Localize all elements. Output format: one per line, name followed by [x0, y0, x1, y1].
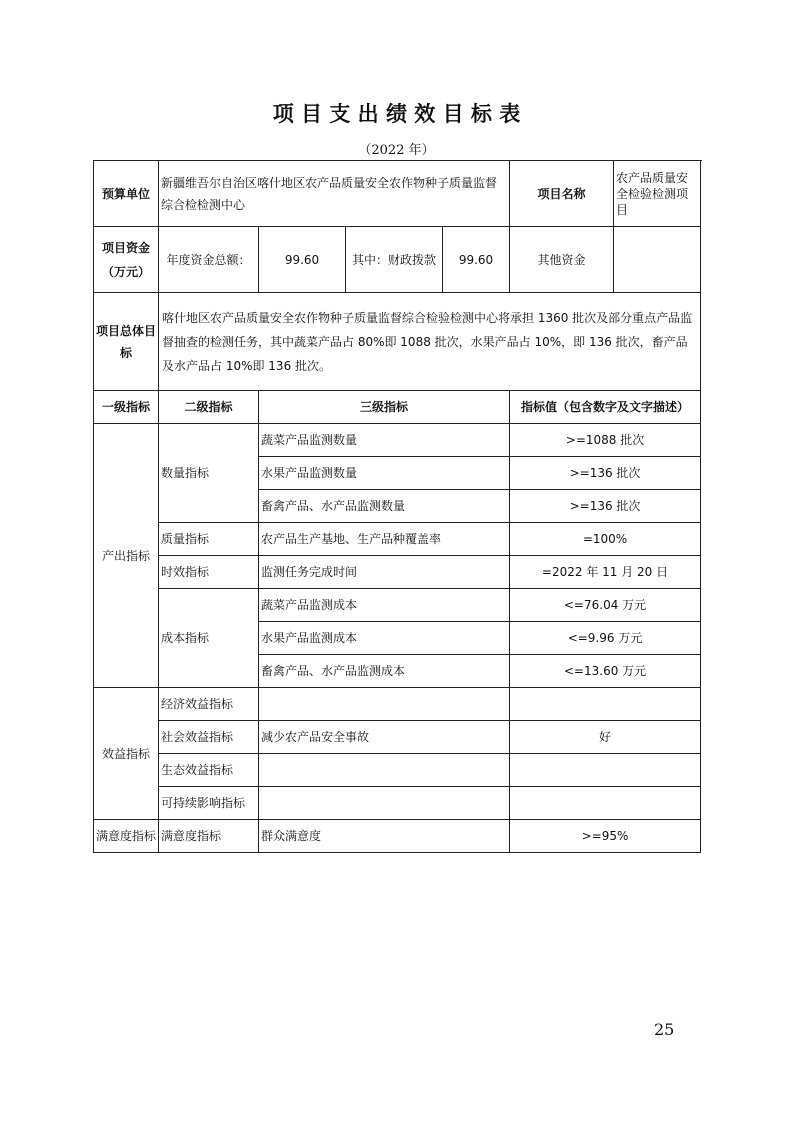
header-level3: 三级指标	[259, 391, 510, 424]
other-funding-value	[614, 227, 701, 293]
level2-indicator-label: 经济效益指标	[159, 688, 259, 721]
page-number: 25	[654, 1020, 675, 1039]
satisfaction-indicator-label: 满意度指标	[94, 820, 159, 853]
level2-indicator-label: 满意度指标	[159, 820, 259, 853]
project-name-label: 项目名称	[510, 161, 614, 227]
table-row	[94, 688, 701, 721]
table-row	[94, 787, 701, 820]
finance-funding-label: 其中：财政拨款	[346, 227, 443, 293]
budget-unit-label: 预算单位	[94, 161, 159, 227]
indicator-value: =100%	[510, 523, 701, 556]
level2-indicator-label: 生态效益指标	[159, 754, 259, 787]
indicator-name: 群众满意度	[259, 820, 510, 853]
indicator-name	[259, 787, 510, 820]
indicator-value	[510, 754, 701, 787]
budget-unit-row	[94, 161, 701, 227]
overall-goal-row	[94, 293, 701, 391]
indicator-name: 畜禽产品、水产品监测数量	[259, 490, 510, 523]
quality-indicator-label: 质量指标	[159, 523, 259, 556]
indicator-header-row	[94, 391, 701, 424]
indicator-value: <=13.60 万元	[510, 655, 701, 688]
overall-goal-text: 喀什地区农产品质量安全农作物种子质量监督综合检验检测中心将承担 1360 批次及部分重点产品监督抽查的检测任务，其中蔬菜产品占 80%即 1088 批次，水果产品占 10%，即 136 批次，畜产品及水产品占 10%即 136 批次。	[159, 293, 701, 391]
annual-funding-value: 99.60	[259, 227, 346, 293]
indicator-value	[510, 787, 701, 820]
table-row	[94, 754, 701, 787]
page-subtitle: （2022 年）	[358, 143, 435, 158]
indicator-value: <=76.04 万元	[510, 589, 701, 622]
output-indicator-label: 产出指标	[94, 424, 159, 688]
table-row	[94, 424, 701, 457]
table-row	[94, 820, 701, 853]
level2-indicator-label: 可持续影响指标	[159, 787, 259, 820]
other-funding-label: 其他资金	[510, 227, 614, 293]
header-level1: 一级指标	[94, 391, 159, 424]
indicator-name: 农产品生产基地、生产品种覆盖率	[259, 523, 510, 556]
indicator-value: >=136 批次	[510, 457, 701, 490]
indicator-name: 减少农产品安全事故	[259, 721, 510, 754]
indicator-value	[510, 688, 701, 721]
table-row	[94, 556, 701, 589]
indicator-value: >=95%	[510, 820, 701, 853]
indicator-value: 好	[510, 721, 701, 754]
project-name-value: 农产品质量安全检验检测项目	[614, 161, 701, 227]
indicator-value: >=1088 批次	[510, 424, 701, 457]
funding-row	[94, 227, 701, 293]
indicator-name: 水果产品监测成本	[259, 622, 510, 655]
finance-funding-value: 99.60	[443, 227, 510, 293]
table-row	[94, 721, 701, 754]
funding-label: 项目资金（万元）	[94, 227, 159, 293]
level2-indicator-label: 社会效益指标	[159, 721, 259, 754]
table-row	[94, 523, 701, 556]
page-title: 项 目 支 出 绩 效 目 标 表	[272, 101, 521, 126]
header-value: 指标值（包含数字及文字描述）	[510, 391, 701, 424]
header-level2: 二级指标	[159, 391, 259, 424]
indicator-name: 蔬菜产品监测成本	[259, 589, 510, 622]
performance-table	[93, 160, 701, 853]
table-row	[94, 589, 701, 622]
annual-funding-label: 年度资金总额：	[159, 227, 259, 293]
timeliness-indicator-label: 时效指标	[159, 556, 259, 589]
indicator-name: 畜禽产品、水产品监测成本	[259, 655, 510, 688]
indicator-value: <=9.96 万元	[510, 622, 701, 655]
indicator-name	[259, 688, 510, 721]
indicator-name: 蔬菜产品监测数量	[259, 424, 510, 457]
indicator-value: =2022 年 11 月 20 日	[510, 556, 701, 589]
indicator-name: 监测任务完成时间	[259, 556, 510, 589]
quantity-indicator-label: 数量指标	[159, 424, 259, 523]
indicator-name: 水果产品监测数量	[259, 457, 510, 490]
benefit-indicator-label: 效益指标	[94, 688, 159, 820]
budget-unit-value: 新疆维吾尔自治区喀什地区农产品质量安全农作物种子质量监督综合检检测中心	[159, 161, 510, 227]
overall-goal-label: 项目总体目标	[94, 293, 159, 391]
indicator-value: >=136 批次	[510, 490, 701, 523]
indicator-name	[259, 754, 510, 787]
cost-indicator-label: 成本指标	[159, 589, 259, 688]
